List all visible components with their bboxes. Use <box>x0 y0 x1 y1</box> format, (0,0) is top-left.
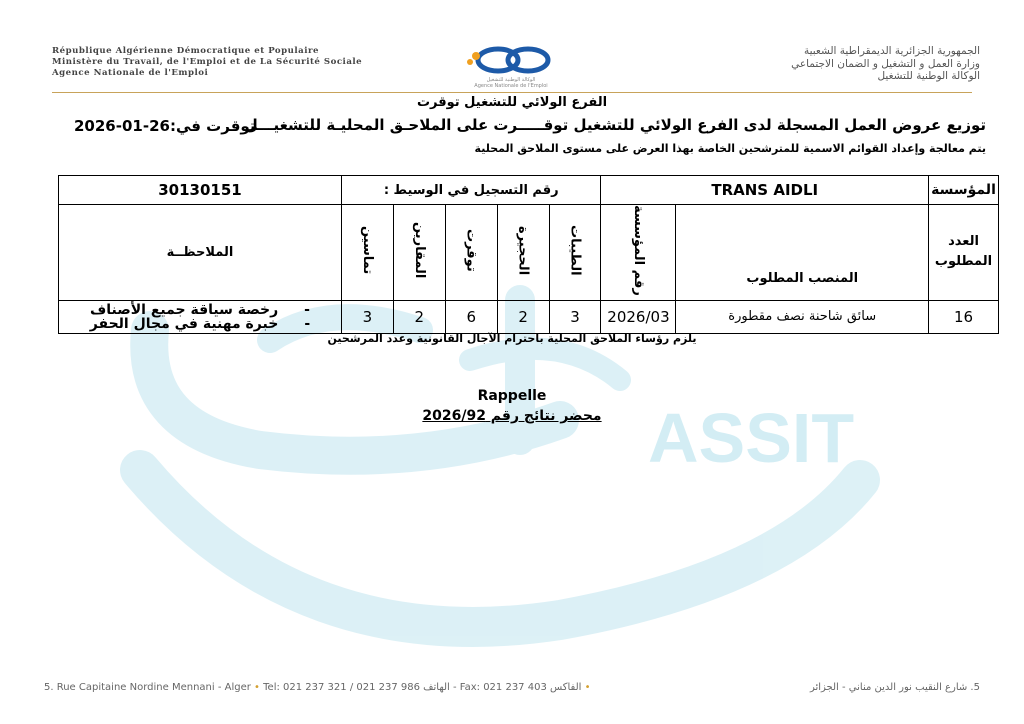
cell-touggourt: 6 <box>445 300 497 333</box>
header-ar-line: الجمهورية الجزائرية الديمقراطية الشعبية <box>803 45 980 57</box>
col-header-tibibat-text: الطيبات <box>567 225 583 276</box>
table-header-row <box>59 205 999 301</box>
col-header-org-number-text: رقم المؤسسة <box>630 205 646 296</box>
col-header-touggourt-text: توقرت <box>463 229 479 272</box>
header-fr-line: Agence Nationale de l'Emploi <box>52 68 209 78</box>
footer-address-ar: 5. شارع النقيب نور الدين مناني - الجزائر <box>809 682 980 693</box>
logo-caption-fr: Agence Nationale de l'Emploi <box>474 83 548 89</box>
logo-caption <box>448 77 574 89</box>
col-header-hajira <box>497 205 549 301</box>
cell-notes <box>59 300 342 333</box>
note-text: خبرة مهنية في مجال الحفر <box>89 315 279 332</box>
header-fr-line: République Algérienne Démocratique et Populaire <box>52 46 320 56</box>
footer-left <box>44 682 591 693</box>
document-date: توقرت في:26-01-2026 <box>74 117 256 135</box>
cell-hajira: 2 <box>497 300 549 333</box>
header-ar-line: الوكالة الوطنية للتشغيل <box>877 70 980 82</box>
col-header-hajira-text: الحجيرة <box>515 225 531 275</box>
col-header-touggourt <box>445 205 497 301</box>
footer-address-fr: 5. Rue Capitaine Nordine Mennani - Alger <box>44 682 251 693</box>
col-header-count: العدد المطلوب <box>929 205 999 301</box>
col-header-org-number <box>601 205 676 301</box>
bullet-icon: • <box>584 682 591 693</box>
job-offer-table <box>58 175 999 334</box>
table-row <box>59 176 999 205</box>
branch-title: الفرع الولائي للتشغيل توقرت <box>416 95 608 110</box>
header-arabic <box>650 45 980 83</box>
col-header-megarine-text: المقارين <box>411 222 427 279</box>
header-french <box>52 46 432 79</box>
cell-count: 16 <box>929 300 999 333</box>
header-fr-line: Ministère du Travail, de l'Emploi et de La Sécurité Sociale <box>52 57 363 67</box>
cell-position: سائق شاحنة نصف مقطورة <box>676 300 929 333</box>
logo-caption-ar: الوكالة الوطنية للتشغيل <box>486 77 536 83</box>
registration-label: رقم التسجيل في الوسيط : <box>341 176 601 205</box>
cell-temacine: 3 <box>341 300 393 333</box>
rappelle-label: Rappelle <box>477 388 547 404</box>
header-divider <box>52 92 972 93</box>
header-ar-line: وزارة العمل و التشغيل و الضمان الاجتماعي <box>791 57 980 70</box>
footer-contacts: Tel: 021 237 321 / 021 237 986 الهاتف - Fax: 021 237 403 الفاكس <box>263 682 582 693</box>
note-text: رخصة سياقة جميع الأصناف <box>89 301 279 318</box>
org-label: المؤسسة <box>929 176 999 205</box>
col-header-megarine <box>393 205 445 301</box>
cell-megarine: 2 <box>393 300 445 333</box>
watermark-text: ASSIT <box>648 399 855 477</box>
record-number: محضر نتائج رقم 2026/92 <box>422 408 602 424</box>
org-value: TRANS AIDLI <box>601 176 929 205</box>
note-item: -رخصة سياقة جميع الأصناف <box>89 301 310 318</box>
cell-org-number: 2026/03 <box>601 300 676 333</box>
col-header-position: المنصب المطلوب <box>676 205 929 301</box>
col-header-notes: الملاحظــة <box>59 205 342 301</box>
col-header-tibibat <box>549 205 601 301</box>
cell-tibibat: 3 <box>549 300 601 333</box>
obligation-note: يلزم رؤساء الملاحق المحلية باحترام الآجال القانونية وعدد المرشحين <box>327 332 697 345</box>
registration-value: 30130151 <box>59 176 342 205</box>
bullet-icon: • <box>254 682 260 693</box>
document-subheadline: يتم معالجة وإعداد القوائم الاسمية للمترشحين الخاصة بهذا العرض على مستوى الملاحق المحلية <box>474 142 986 155</box>
col-header-temacine <box>341 205 393 301</box>
document-headline: توزيع عروض العمل المسجلة لدى الفرع الولائي للتشغيل توقـــــرت على الملاحـق المحليـة للتشغيـــل <box>244 116 986 134</box>
table-row <box>59 300 999 333</box>
note-item: -خبرة مهنية في مجال الحفر <box>89 315 311 332</box>
col-header-temacine-text: تماسين <box>359 226 375 275</box>
